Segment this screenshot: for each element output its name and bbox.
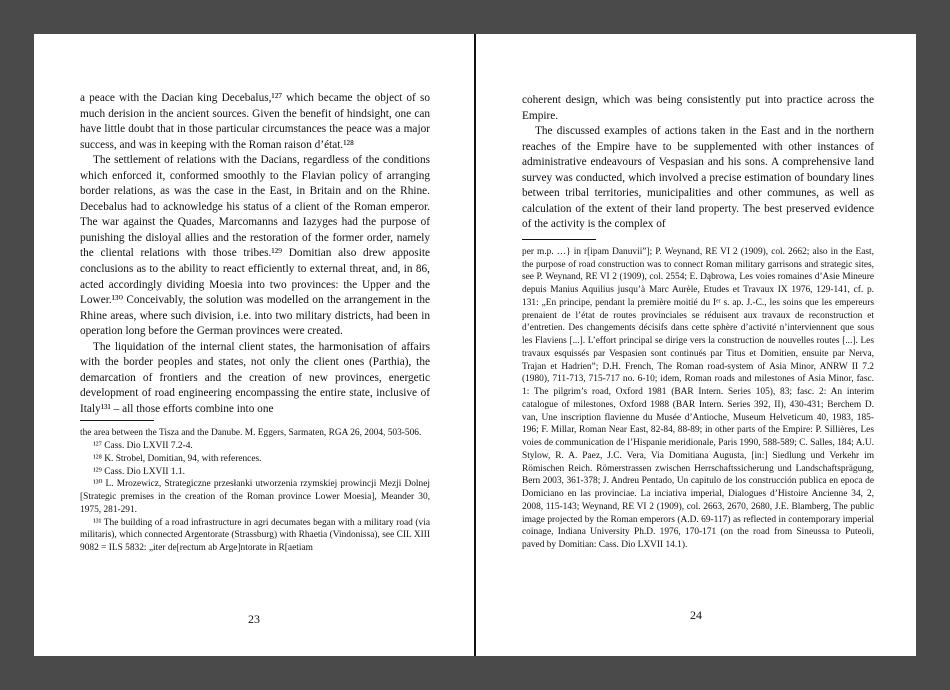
body-paragraph: The settlement of relations with the Dacians, regardless of the conditions which enforced it, conformed smoothly to the Flavian policy of arranging border relations, as was the case in the East, in Britain and on the Rhine. Decebalus had to acknowledge his status of a client of the Roman emperor. The war against the Quades, Marcomanns and Iazyges had the purpose of punishing the disloyal allies and the restoration of the former order, namely the cliental relations with those tribes.¹²⁹ Domitian also drew apposite conclusions as to the ability to react efficiently to external threat, and, in 86, acted accordingly dividing Moesia into two provinces: the Upper and the Lower.¹³⁰ Conceivably, the solution was modelled on the arrangement in the Rhine areas, where such division, i.e. into two military districts, had been in operation long before the German provinces were created. [80,154,430,338]
body-paragraph: The discussed examples of actions taken in the East and in the northern reaches of the Empire have to be supplemented with other instances of administrative endeavours of Vespasian and his sons. A comprehensive land survey was conducted, which involved a precise estimation of boundary lines between tribal territories, municipalities and other communes, as well as calculation of the extent of their land property. The best preserved evidence of the activity is the complex of [522,125,874,231]
footnote: ¹³⁰ L. Mrozewicz, Strategiczne przesłanki utworzenia rzymskiej prowincji Mezji Dolnej [Strategic premises in the creation of the Roman province Lower Moesia], Meander 30, 1975, 281-291. [80,479,430,515]
page-number: 24 [690,608,702,622]
page-number: 23 [248,612,260,626]
body-paragraph: The liquidation of the internal client states, the harmonisation of affairs with the border peoples and states, not only the client ones (Parthia), the demarcation of frontiers and the creation of new provinces, energetic development of road engineering encompassing the entire state, inclusive of Italy¹³¹ – all those efforts combine into one [80,340,430,415]
footnote: ¹²⁷ Cass. Dio LXVII 7.2-4. [93,441,193,452]
footnote: ¹²⁸ K. Strobel, Domitian, 94, with references. [93,453,262,464]
footnote-separator [522,239,596,240]
body-paragraph: a peace with the Dacian king Decebalus,¹²⁷ which became the object of so much derision in the ancient sources. Given the benefit of hindsight, one can have little doubt that in those particular circumstances the peace was a major success, and was in keeping with the Roman raison d’état.¹²⁸ [80,92,430,151]
left-page [34,34,474,656]
right-page-content [522,93,874,552]
right-page [476,34,916,656]
footnote: ¹²⁹ Cass. Dio LXVII 1.1. [93,466,185,477]
footnote: the area between the Tisza and the Danube. M. Eggers, Sarmaten, RGA 26, 2004, 503-506. [80,428,422,439]
footnote-separator [80,420,154,421]
body-paragraph: coherent design, which was being consistently put into practice across the Empire. [522,94,874,122]
left-page-content [80,91,430,555]
footnote: ¹³¹ The building of a road infrastructure in agri decumates began with a military road (via militaris), which connected Argentorate (Strassburg) with Rhaetia (Vindonissa), see CIL XIII 9082 = ILS 5832: „iter de[rectum ab Arge]ntorate in R[aetiam [80,517,430,554]
footnote: per m.p. …} in r[ipam Danuvii”]; P. Weynand, RE VI 2 (1909), col. 2662; also in the East, the purpose of road construction was to connect Roman military garrisons and strategic sites, see P. Weynand, RE VI 2 (1909), col. 2554; E. Dąbrowa, Les voies romaines d’Asie Mineure depuis Manius Aquilius jusqu’à Marc Aurèle, Etudes et Travaux IX 1976, 129-141, cf. p. 131: „En principe, pendant la première moitié du Iᵉʳ s. ap. J.-C., les soins que les empereurs prenaient de l’état de routes provinciales se réduisent aux travaux de reconstruction et d’entretien. Des changements décisifs dans cette sphère d’activité n’interviennent que sous les Flaviens [...]. L’effort principal se dirige vers la construction de nouvelles routes [...]. Les travaux esquissés par Vespasien sont continués par Titus et Domitien, ensuite par Nerva, Trajan et Hadrien”; D.H. French, The Roman road-system of Asia Minor, ANRW II 7.2 (1980), 711-713, 715-717 no. 6-10; idem, Roman roads and milestones of Asia Minor, fasc. 1: The pilgrim’s road, Oxford 1981 (BAR Intern. Series 105), 83; fasc. 2: An interim catalogue of milestones, Oxford 1988 (BAR Intern. Series 392, II), 430-431; Berchem D. van, Une inscription flavienne du Musée d’Antioche, Museum Helveticum 40, 1983, 185-196; F. Millar, Roman Near East, 82-84, 88-89; in other parts of the Empire: P. Sillières, Les voies de communication de l’Hispanie meridionale, Paris 1990, 588-589; C. Salles, 184; A.U. Stylow, R. A. Paez, J.C. Vera, Via Domitiana Augusta, [in:] Siedlung und Verkehr im Römischen Reich. Römerstrassen zwischen Herrschaftssicherung und Landschaftsprägung, Bern 2003, 361-378; J. Andreu Pentado, Un capitulo de los construcción publica en epoca de Domiciano en las provinciae. La inciativa imperial, Dialogues d’Histoire Ancienne 34, 2, 2008, 115-143; Weynand, RE VI 2 (1909), col. 2663, 2670, 2680, J.E. Blamberg, The public image projected by the Roman emperors (A.D. 69-117) as reflected in contemporary imperial coinage, Indiana University Ph.D. 1976, 170-171 (on the road from Sineussa to Puteoli, paved by Domitian: Cass. Dio LXVII 14.1). [522,246,874,551]
book-spread [34,34,916,656]
